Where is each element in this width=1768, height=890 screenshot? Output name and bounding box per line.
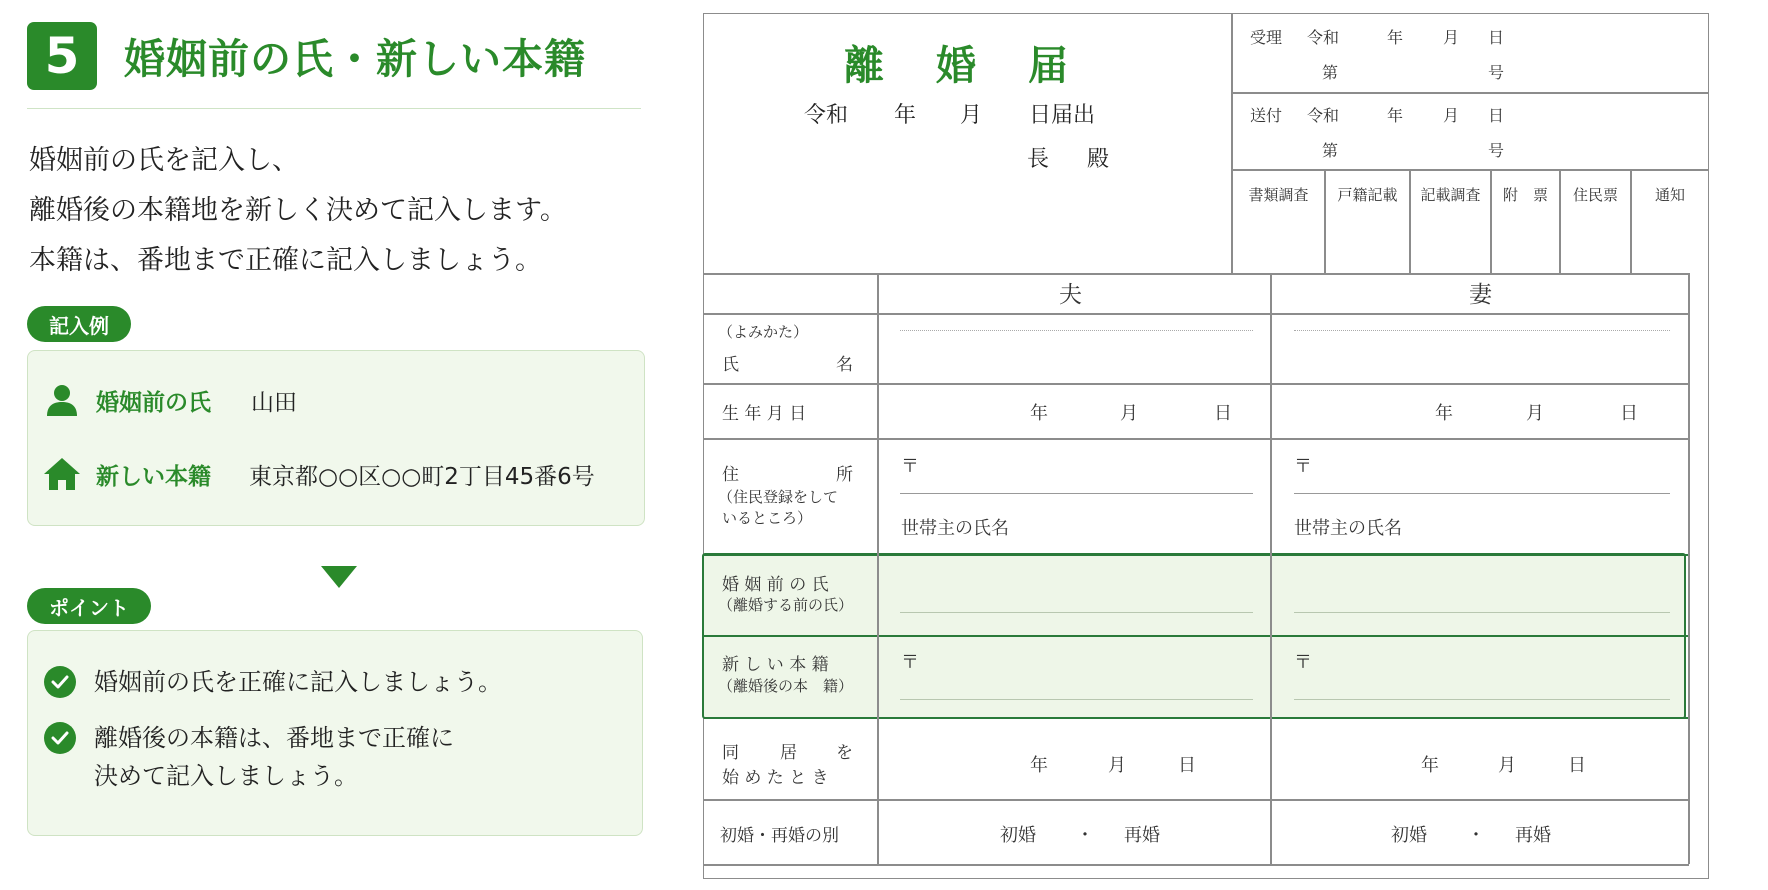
person-icon xyxy=(42,381,82,419)
received-era: 令和 xyxy=(1307,28,1340,47)
example-row-maiden-name xyxy=(42,381,297,419)
cohabit-label-1c: を xyxy=(836,743,853,763)
received-no: 第 xyxy=(1322,63,1339,82)
point-item-1-line-1: 婚姻前の氏を正確に記入しましょう。 xyxy=(94,668,502,696)
new-domicile-sub: （離婚後の本 籍） xyxy=(718,677,854,695)
name-reading-label: （よみかた） xyxy=(718,323,809,341)
step-number-badge: 5 xyxy=(27,22,97,90)
received-day: 日 xyxy=(1488,28,1505,47)
grid-line xyxy=(704,635,1689,637)
arrow-down-icon xyxy=(321,566,357,588)
husband-address-line xyxy=(900,493,1253,494)
reading-line-husband xyxy=(900,330,1253,331)
grid-line xyxy=(704,554,1689,556)
husband-domicile-line xyxy=(900,699,1253,700)
address-sub-1: （住民登録をして xyxy=(718,488,839,506)
husband-header: 夫 xyxy=(1059,282,1082,308)
husband-remarriage: 再婚 xyxy=(1124,825,1160,846)
received-year: 年 xyxy=(1387,28,1404,47)
received-go: 号 xyxy=(1488,63,1505,82)
birth-label: 生 年 月 日 xyxy=(722,404,807,424)
maiden-name-label: 婚 姻 前 の 氏 xyxy=(722,575,829,595)
point-item-1 xyxy=(44,663,502,701)
wife-remarriage: 再婚 xyxy=(1515,825,1551,846)
name-label-b: 名 xyxy=(836,355,853,375)
point-item-2-line-2: 決めて記入しましょう。 xyxy=(94,762,358,790)
point-pill: ポイント xyxy=(27,588,151,624)
intro-line-1: 婚姻前の氏を記入し、 xyxy=(29,145,299,176)
cohabit-label-2: 始 め た と き xyxy=(722,768,829,788)
cohabit-label-1a: 同 xyxy=(722,743,739,763)
husband-cohabit-year: 年 xyxy=(1030,755,1048,776)
address-sub-2: いるところ） xyxy=(722,509,813,527)
chief-a: 長 xyxy=(1027,147,1050,172)
husband-dot: ・ xyxy=(1076,825,1094,846)
grid-line xyxy=(704,438,1689,440)
received-month: 月 xyxy=(1443,28,1460,47)
address-label-b: 所 xyxy=(836,465,853,485)
sent-era: 令和 xyxy=(1307,106,1340,125)
reading-line-wife xyxy=(1294,330,1670,331)
wife-domicile-line xyxy=(1294,699,1670,700)
wife-maiden-line xyxy=(1294,612,1670,613)
wife-birth-year: 年 xyxy=(1435,403,1453,424)
office-col-1: 書類調査 xyxy=(1248,186,1309,204)
step-title: 婚姻前の氏・新しい本籍 xyxy=(124,35,586,83)
husband-first-marriage: 初婚 xyxy=(1000,825,1036,846)
stamp-line-1 xyxy=(1231,92,1708,94)
husband-birth-day: 日 xyxy=(1214,403,1232,424)
example-value-new-domicile: 東京都○○区○○町2丁目45番6号 xyxy=(249,463,595,490)
wife-cohabit-day: 日 xyxy=(1568,755,1586,776)
wife-dot: ・ xyxy=(1467,825,1485,846)
wife-postal-mark: 〒 xyxy=(1294,456,1312,477)
husband-cohabit-day: 日 xyxy=(1178,755,1196,776)
office-col-4: 附 票 xyxy=(1502,186,1548,204)
wife-domicile-postal: 〒 xyxy=(1294,652,1312,673)
cohabit-label-1b: 居 xyxy=(780,743,797,763)
sent-no: 第 xyxy=(1322,141,1339,160)
husband-birth-month: 月 xyxy=(1120,403,1138,424)
grid-line xyxy=(704,383,1689,385)
intro-text xyxy=(29,136,567,286)
grid-line xyxy=(1688,273,1690,864)
intro-line-3: 本籍は、番地まで正確に記入しましょう。 xyxy=(29,245,542,276)
example-row-new-domicile xyxy=(42,455,595,493)
grid-line xyxy=(877,273,879,864)
sent-month: 月 xyxy=(1443,106,1460,125)
new-domicile-label: 新 し い 本 籍 xyxy=(722,655,829,675)
office-col-6: 通知 xyxy=(1654,186,1685,204)
grid-line xyxy=(704,864,1689,866)
date-era: 令和 xyxy=(804,103,849,128)
example-pill: 記入例 xyxy=(27,306,131,342)
example-label-new-domicile: 新しい本籍 xyxy=(96,463,211,490)
marriage-type-label: 初婚・再婚の別 xyxy=(720,826,839,846)
grid-line xyxy=(704,313,1689,315)
sent-day: 日 xyxy=(1488,106,1505,125)
husband-postal-mark: 〒 xyxy=(901,456,919,477)
wife-birth-month: 月 xyxy=(1526,403,1544,424)
point-item-2-line-1: 離婚後の本籍は、番地まで正確に xyxy=(94,724,454,752)
example-label-maiden-name: 婚姻前の氏 xyxy=(96,389,211,416)
chief-b: 殿 xyxy=(1087,147,1110,172)
sent-go: 号 xyxy=(1488,141,1505,160)
grid-line xyxy=(704,273,1689,275)
point-card xyxy=(27,630,643,836)
address-label-a: 住 xyxy=(722,465,739,485)
sent-year: 年 xyxy=(1387,106,1404,125)
date-month: 月 xyxy=(960,103,983,128)
check-icon xyxy=(44,666,76,698)
received-label: 受理 xyxy=(1250,28,1283,47)
date-submit: 日届出 xyxy=(1029,103,1096,128)
example-card xyxy=(27,350,645,526)
intro-line-2: 離婚後の本籍地を新しく決めて記入します。 xyxy=(29,195,567,226)
office-col-2: 戸籍記載 xyxy=(1337,186,1398,204)
stamp-divider xyxy=(1231,14,1233,273)
husband-householder-label: 世帯主の氏名 xyxy=(901,518,1009,539)
husband-maiden-line xyxy=(900,612,1253,613)
wife-header: 妻 xyxy=(1469,282,1492,308)
wife-first-marriage: 初婚 xyxy=(1391,825,1427,846)
date-year: 年 xyxy=(894,103,917,128)
husband-cohabit-month: 月 xyxy=(1108,755,1126,776)
form-title: 離婚届 xyxy=(844,42,1120,89)
wife-cohabit-year: 年 xyxy=(1421,755,1439,776)
house-icon xyxy=(42,455,82,493)
grid-line xyxy=(704,799,1689,801)
wife-cohabit-month: 月 xyxy=(1498,755,1516,776)
name-label-a: 氏 xyxy=(722,355,739,375)
example-value-maiden-name: 山田 xyxy=(251,389,297,416)
office-col-5: 住民票 xyxy=(1572,186,1618,204)
check-icon xyxy=(44,722,76,754)
title-divider xyxy=(27,108,641,109)
stamp-line-2 xyxy=(1231,169,1708,171)
husband-birth-year: 年 xyxy=(1030,403,1048,424)
husband-domicile-postal: 〒 xyxy=(901,652,919,673)
grid-line xyxy=(704,717,1689,719)
maiden-name-sub: （離婚する前の氏） xyxy=(718,596,854,614)
grid-line xyxy=(1270,273,1272,864)
wife-birth-day: 日 xyxy=(1620,403,1638,424)
point-item-2 xyxy=(44,719,454,795)
divorce-form xyxy=(703,13,1709,879)
sent-label: 送付 xyxy=(1250,106,1283,125)
wife-householder-label: 世帯主の氏名 xyxy=(1294,518,1402,539)
wife-address-line xyxy=(1294,493,1670,494)
office-col-3: 記載調査 xyxy=(1420,186,1481,204)
